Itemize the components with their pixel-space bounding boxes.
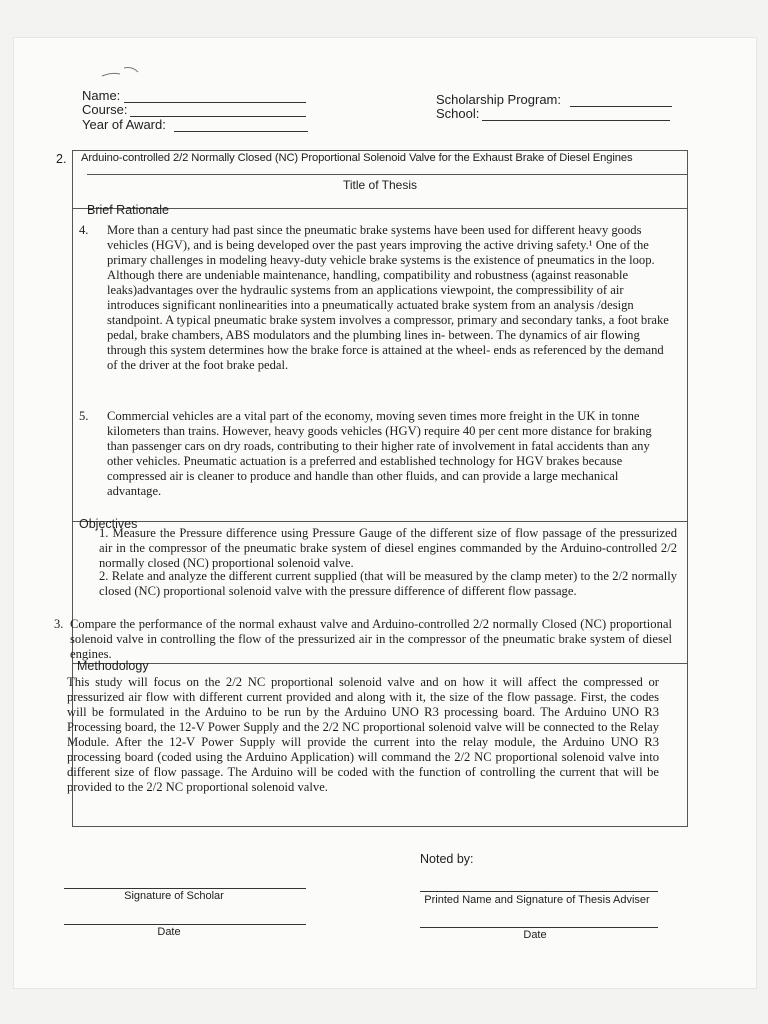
scholar-signature-line[interactable] — [64, 888, 306, 889]
scholar-date-label: Date — [157, 926, 181, 938]
scholarship-program-label: Scholarship Program: — [436, 92, 561, 107]
name-label: Name: — [82, 88, 121, 103]
thesis-title: Arduino-controlled 2/2 Normally Closed (NC) Proportional Solenoid Valve for the Exhaust Brake of Diesel Engines — [81, 152, 633, 164]
rationale-paragraph: More than a century had past since the pneumatic brake systems have been used for different heavy goods vehicles (HGV), and is being developed over the past years improving the active driving safety.¹ One of the primary challenges in modeling heavy-duty vehicle brake systems is the existence of pneumatics in the loop. Although there are undeniable maintenance, handling, compatibility and robustness (against reasonable leaks)advantages over the hydraulic systems from an applications viewpoint, the compressibility of air introduces significant nonlinearities into a pneumatically actuated brake system from an analysis /design standpoint. A typical pneumatic brake system involves a compressor, primary and secondary tanks, a foot brake pedal, brake chambers, ABS modulators and the plumbing lines in- between. The dynamics of air flowing through this system determines how the brake force is attained at the wheel- ends as referenced by the demand of the driver at the foot brake pedal. — [107, 223, 669, 372]
adviser-date-label: Date — [523, 929, 547, 941]
year-of-award-field[interactable] — [174, 131, 308, 132]
divider — [73, 521, 687, 522]
objective-item: Compare the performance of the normal exhaust valve and Arduino-controlled 2/2 normally Closed (NC) proportional solenoid valve in controlling the flow of the pressurized air in the compressor of the pneumatic brake system of diesel engines. — [70, 617, 672, 661]
rationale-item-number: 5. — [79, 409, 89, 423]
scholar-signature-label: Signature of Scholar — [124, 890, 224, 902]
name-field[interactable] — [124, 102, 306, 103]
objective-item-number: 3. — [54, 617, 64, 631]
methodology-paragraph: This study will focus on the 2/2 NC proportional solenoid valve and on how it will affect the compressed or pressurized air flow with different current provided and along with it, the size of the flow passage. First, the codes will be formulated in the Arduino to be run by the Arduino UNO R3 processing board. The Arduino UNO R3 Processing board, the 12-V Power Supply and the 2/2 NC proportional solenoid valve will be connected to the Relay Module. After the 12-V Power Supply will provide the current into the relay module, the Arduino UNO R3 processing board (coded using the Arduino Application) will command the 2/2 NC proportional solenoid valve into different size of flow passage. The Arduino will be coded with the function of controlling the current that will be provided to the 2/2 NC proportional solenoid valve. — [67, 675, 659, 794]
brief-rationale-heading: Brief Rationale — [87, 203, 169, 217]
adviser-signature-line[interactable] — [420, 891, 658, 892]
thesis-number: 2. — [56, 152, 67, 166]
year-of-award-label: Year of Award: — [82, 117, 166, 132]
pen-mark-icon — [98, 62, 148, 84]
school-field[interactable] — [482, 120, 670, 121]
course-label: Course: — [82, 102, 128, 117]
objective-item: 1. Measure the Pressure difference using Pressure Gauge of the different size of flow passage of the pressurized air in the compressor of the pneumatic brake system of diesel engines commanded by the Arduino-controlled 2/2 normally closed (NC) proportional solenoid valve. — [99, 526, 677, 570]
objectives-heading: Objectives — [79, 517, 138, 531]
objective-item: 2. Relate and analyze the different current supplied (that will be measured by the clamp meter) to the 2/2 normally closed (NC) proportional solenoid valve with the pressure difference of different flow passage. — [99, 569, 677, 598]
thesis-form-box — [67, 150, 688, 827]
adviser-date-line[interactable] — [420, 927, 658, 928]
title-of-thesis-caption: Title of Thesis — [342, 178, 418, 192]
scholarship-program-field[interactable] — [570, 106, 672, 107]
noted-by-label: Noted by: — [420, 852, 474, 866]
adviser-signature-label: Printed Name and Signature of Thesis Adviser — [424, 894, 650, 906]
rationale-item-number: 4. — [79, 223, 89, 237]
school-label: School: — [436, 106, 480, 121]
methodology-heading: Methodology — [77, 659, 149, 673]
divider — [73, 663, 687, 664]
title-underline — [87, 174, 687, 175]
rationale-paragraph: Commercial vehicles are a vital part of the economy, moving seven times more freight in the UK in tonne kilometers than trains. However, heavy goods vehicles (HGV) require 40 per cent more distance for braking than passenger cars on dry roads, contributing to their higher rate of involvement in fatal accidents than any other vehicles. Pneumatic actuation is a preferred and established technology for HGV brakes because compressed air is cleaner to produce and handle than other fluids, and can provide a large mechanical advantage. — [107, 409, 652, 498]
scholar-date-line[interactable] — [64, 924, 306, 925]
